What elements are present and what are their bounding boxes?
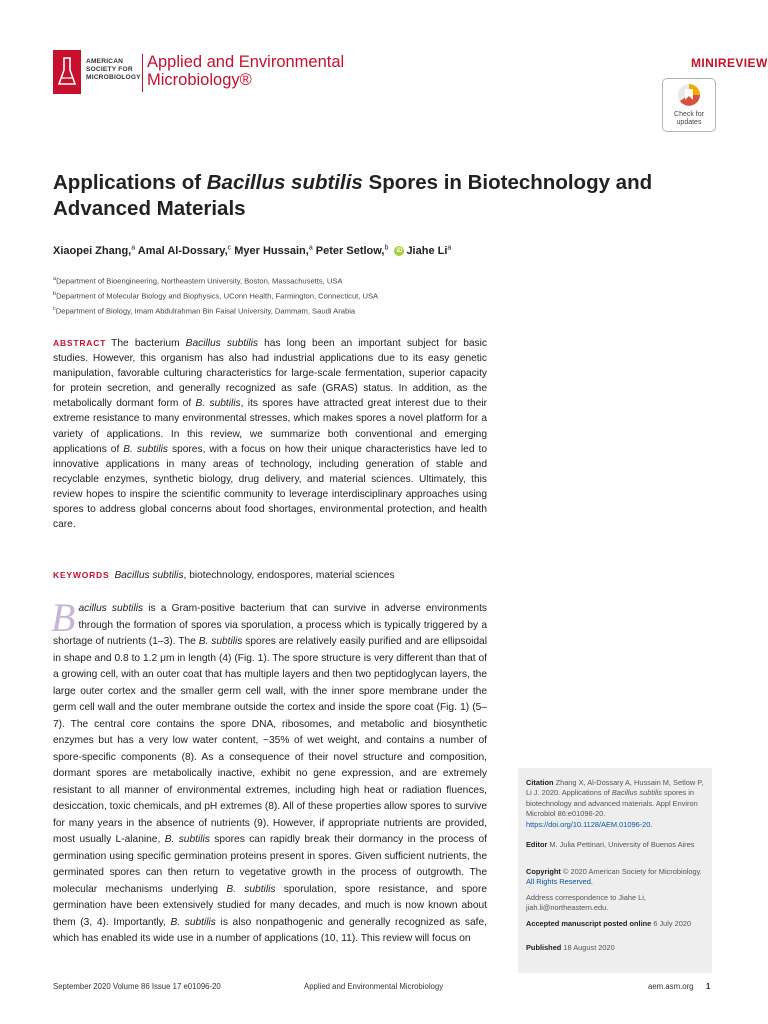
flask-icon	[53, 50, 81, 94]
aff-marker: a	[53, 276, 57, 282]
aff-text: Department of Biology, Imam Abdulrahman Bin Faisal University, Dammam, Saudi Arabia	[55, 306, 356, 316]
body-italic: B. subtilis	[198, 636, 243, 647]
author-aff: a	[308, 244, 313, 251]
accepted-date: 6 July 2020	[651, 919, 692, 928]
article-info-panel	[518, 768, 712, 973]
abstract-text: The bacterium	[111, 338, 186, 349]
editor-block	[526, 840, 708, 850]
accepted-label: Accepted manuscript posted online	[526, 919, 652, 928]
author[interactable]	[234, 245, 313, 257]
title-part: Spores in Biotechnology and Advanced Materials	[53, 171, 653, 220]
author[interactable]	[316, 245, 389, 257]
author[interactable]	[406, 245, 451, 257]
body-italic: B. subtilis	[170, 916, 216, 928]
author-name: Peter Setlow,	[315, 244, 385, 257]
body-text: spores can rapidly break their dormancy in the process of germination using specific germination proteins present in spores. Given sufficient nutrients, the germinated spores can then return to vegetative growth in the process of outgrowth. The molecular mechanisms underlying	[53, 834, 487, 895]
doi-link[interactable]: https://doi.org/10.1128/AEM.01096-20.	[526, 819, 653, 829]
keywords-text: , biotechnology, endospores, material sciences	[183, 570, 395, 581]
body-paragraph	[51, 595, 487, 948]
keywords-label: KEYWORDS	[53, 570, 110, 580]
society-line: SOCIETY FOR	[86, 66, 133, 73]
abstract-italic: B. subtilis	[123, 443, 169, 455]
citation-block	[526, 778, 708, 830]
author-list	[53, 244, 713, 257]
footer-issue: September 2020 Volume 86 Issue 17 e01096-20	[53, 982, 221, 991]
copyright-text: © 2020 American Society for Microbiology.	[560, 867, 702, 876]
citation-text: spores in biotechnology and advanced materials. Appl Environ Microbiol 86:e01096-20.	[526, 788, 698, 819]
abstract-italic: B. subtilis	[195, 398, 241, 410]
article-title	[53, 170, 713, 221]
article-type-badge: MINIREVIEW	[691, 56, 768, 70]
editor-text: M. Julia Pettinari, University of Buenos Aires	[547, 840, 695, 849]
drop-cap: B	[51, 595, 76, 640]
aff-text: Department of Bioengineering, Northeastern University, Boston, Massachusetts, USA	[56, 276, 343, 286]
logo-divider	[142, 54, 143, 92]
accepted-block	[526, 919, 708, 929]
footer-journal: Applied and Environmental Microbiology	[304, 982, 444, 991]
author-aff: b	[384, 244, 389, 251]
author-name: Myer Hussain,	[234, 244, 309, 257]
editor-label: Editor	[526, 840, 548, 849]
check-updates-icon	[677, 83, 701, 107]
society-line: MICROBIOLOGY	[86, 74, 141, 81]
abstract-text: spores, with a focus on how their unique characteristics have led to innovative applications in many areas of technology, including generation of stable and recyclable enzymes, synthetic biology, drug delivery, and material sciences. Ultimately, this review hopes to inspire the scientific community to leverage interdisciplinary approaches using spores to address global concerns about food shortages, environmental protection, and health care.	[53, 443, 487, 531]
citation-italic: Bacillus subtilis	[611, 788, 662, 798]
title-italic: Bacillus subtilis	[206, 171, 363, 194]
aff-text: Department of Molecular Biology and Biophysics, UConn Health, Farmington, Connecticut, USA	[56, 291, 379, 301]
body-italic: acillus subtilis	[78, 603, 144, 614]
orcid-icon[interactable]: iD	[396, 247, 403, 254]
society-line: AMERICAN	[86, 58, 124, 65]
author-aff: a	[447, 244, 452, 251]
rights-link[interactable]: All Rights Reserved.	[526, 877, 593, 887]
citation-text: Zhang X, Al-Dossary A, Hussain M, Setlow P, Li J. 2020. Applications of	[526, 778, 704, 798]
body-italic: B. subtilis	[164, 834, 210, 845]
published-block	[526, 943, 708, 953]
keyword-italic: Bacillus subtilis	[114, 570, 184, 581]
affiliation	[53, 291, 713, 301]
keywords	[53, 570, 487, 581]
correspondence-text: Address correspondence to Jiahe Li, jiah.li@northeastern.edu.	[526, 893, 646, 913]
body-text: sporulation, spore resistance, and spore germination have been extensively studied for many decades, and much is now known about them (3, 4). Importantly,	[53, 883, 487, 928]
citation-label: Citation	[526, 778, 554, 787]
published-date: 18 August 2020	[561, 943, 615, 952]
abstract	[53, 336, 487, 532]
author-aff: a	[131, 244, 136, 251]
published-label: Published	[526, 943, 562, 952]
aff-marker: c	[53, 306, 56, 312]
journal-line: Applied and Environmental	[147, 53, 345, 71]
body-text: is a Gram-positive bacterium that can survive in adverse environments through the formation of spores via sporulation, a process which is typically triggered by a shortage of nutrients (1–3). The	[53, 603, 487, 647]
journal-line: Microbiology®	[147, 71, 252, 89]
abstract-text: has long been an important subject for basic studies. However, this organism has also had industrial applications due to its easy genetic manipulation, favorable culturing characteristics for large-scale fermentation, superior capacity for protein secretion, and generally recognized as safe (GRAS) status. In addition, as the metabolically dormant form of	[53, 338, 487, 410]
aff-marker: b	[53, 291, 57, 297]
abstract-italic: Bacillus subtilis	[185, 338, 259, 349]
body-italic: B. subtilis	[226, 883, 276, 895]
asm-logo-mark	[53, 50, 81, 94]
affiliation	[53, 276, 713, 286]
author-name: Jiahe Li	[406, 244, 448, 257]
author-aff: c	[227, 244, 232, 251]
abstract-label: ABSTRACT	[53, 338, 107, 348]
journal-name[interactable]	[147, 53, 344, 89]
society-name	[86, 58, 141, 82]
title-part: Applications of	[53, 171, 207, 194]
page-number: 1	[706, 982, 711, 991]
check-updates-label: Check for updates	[674, 111, 704, 126]
copyright-block	[526, 867, 708, 888]
affiliation	[53, 306, 713, 316]
footer-site-link[interactable]: aem.asm.org	[648, 982, 694, 991]
author[interactable]	[53, 245, 135, 257]
body-text: is also nonpathogenic and generally recognized as safe, which has enabled its wide use in a number of applications (10, 11). This review will focus on	[53, 916, 487, 944]
author-name: Amal Al-Dossary,	[137, 244, 228, 257]
check-for-updates-button[interactable]	[662, 78, 716, 132]
author[interactable]	[138, 245, 231, 257]
abstract-text: , its spores have attracted great interest due to their extreme resistance to many environmental stresses, which makes spores a novel platform for a variety of applications. In this review, we summarize both conventional and emerging applications of	[53, 398, 487, 455]
body-text: spores are relatively easily purified and are ellipsoidal in shape and 0.8 to 1.2 μm in length (4) (Fig. 1). The spore structure is very different than that of a growing cell, with an outer coat that has multiple layers and then two peptidoglycan layers, the large outer cortex and the smaller germ cell wall, with the inner spore membrane under the germ cell wall and the outer membrane outside the cortex and inside the spore coat (Fig. 1) (5–7). The central core contains the spore DNA, ribosomes, and metabolic and biosynthetic enzymes but has a very low water content, ~35% of wet weight, and contains a number of spore-specific components (8). As a consequence of their novel structure and composition, dormant spores are metabolically inactive, exhibit no gene expression, and are extremely resistant to all manner of environmental extremes, including high heat or radiation fluences, desiccation, toxic chemicals, and pH extremes (8). All of these properties allow spores to survive for many years in the absence of nutrients (9). However, if appropriate nutrients are provided, most usually L-alanine,	[53, 636, 487, 845]
author-name: Xiaopei Zhang,	[53, 244, 132, 257]
copyright-label: Copyright	[526, 867, 561, 876]
